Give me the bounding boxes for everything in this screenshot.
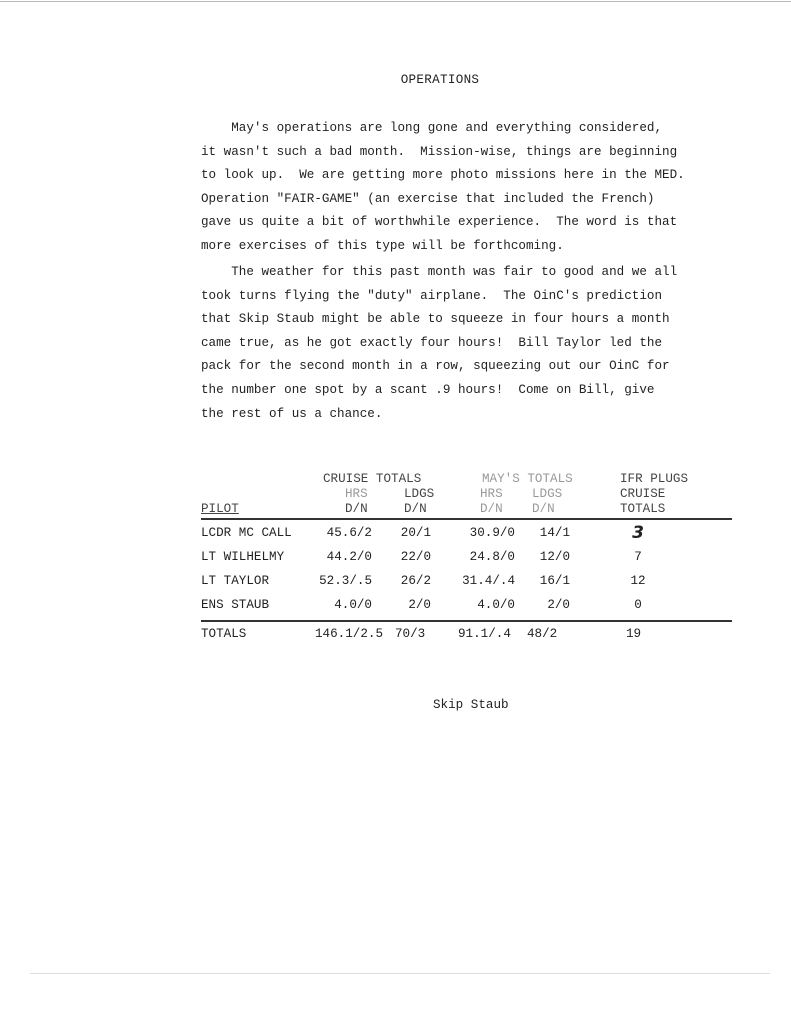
header-ifr-plugs: IFR PLUGS: [620, 472, 689, 486]
cruise-hrs: 52.3/.5: [319, 574, 372, 588]
cruise-ldgs: 26/2: [400, 574, 431, 588]
text-line: The weather for this past month was fair to good and we all: [201, 265, 678, 279]
header-dn: D/N: [345, 502, 368, 516]
text-line: the rest of us a chance.: [201, 406, 383, 421]
pilot-name: LT TAYLOR: [201, 574, 270, 588]
ifr-plugs: 12: [630, 574, 646, 588]
header-cruise-hrs: HRS: [345, 487, 368, 501]
may-ldgs: 12/0: [539, 550, 570, 564]
header-cruise: CRUISE: [620, 487, 666, 501]
header-may-ldgs: LDGS: [532, 487, 563, 501]
header-dn: D/N: [532, 502, 555, 516]
text-line: it wasn't such a bad month. Mission-wise, things are beginning: [201, 144, 678, 159]
pilot-name: ENS STAUB: [201, 598, 270, 612]
ifr-plugs: 7: [634, 550, 642, 564]
pilot-name: LT WILHELMY: [201, 550, 285, 564]
header-dn: D/N: [480, 502, 503, 516]
text-line: gave us quite a bit of worthwhile experience. The word is that: [201, 215, 678, 230]
text-line: took turns flying the "duty" airplane. The OinC's prediction: [201, 288, 663, 303]
page-title: OPERATIONS: [400, 73, 480, 87]
cruise-hrs: 44.2/0: [326, 550, 372, 564]
text-line: pack for the second month in a row, squeezing out our OinC for: [201, 359, 670, 374]
may-hrs: 30.9/0: [469, 526, 515, 540]
ifr-plugs: 0: [634, 598, 642, 612]
totals-label: TOTALS: [201, 627, 247, 641]
pilot-name: LCDR MC CALL: [201, 526, 292, 540]
ifr-plugs: 3: [632, 523, 644, 543]
text-line: more exercises of this type will be forthcoming.: [201, 238, 564, 253]
text-line: May's operations are long gone and everything considered,: [201, 121, 663, 135]
header-dn: D/N: [404, 502, 427, 516]
table-rule: [201, 620, 732, 622]
paragraph-operations: [201, 117, 741, 259]
totals-cruise-ldgs: 70/3: [395, 627, 426, 641]
header-cruise-totals: CRUISE TOTALS: [323, 472, 422, 486]
text-line: that Skip Staub might be able to squeeze in four hours a month: [201, 312, 670, 327]
page-edge: [0, 1, 791, 2]
text-line: Operation "FAIR-GAME" (an exercise that included the French): [201, 191, 655, 206]
may-hrs: 4.0/0: [477, 598, 515, 612]
may-ldgs: 2/0: [547, 598, 570, 612]
header-mays-totals: MAY'S TOTALS: [482, 472, 573, 486]
may-ldgs: 14/1: [539, 526, 570, 540]
cruise-ldgs: 20/1: [400, 526, 431, 540]
text-line: to look up. We are getting more photo missions here in the MED.: [201, 168, 685, 183]
cruise-ldgs: 2/0: [408, 598, 431, 612]
header-totals: TOTALS: [620, 502, 666, 516]
may-ldgs: 16/1: [539, 574, 570, 588]
header-cruise-ldgs: LDGS: [404, 487, 435, 501]
cruise-hrs: 45.6/2: [326, 526, 372, 540]
paragraph-weather: [201, 261, 741, 426]
header-pilot: PILOT: [201, 502, 239, 516]
totals-cruise-hrs: 146.1/2.5: [315, 627, 384, 641]
totals-may-ldgs: 48/2: [527, 627, 558, 641]
may-hrs: 24.8/0: [469, 550, 515, 564]
cruise-ldgs: 22/0: [400, 550, 431, 564]
totals-ifr: 19: [626, 627, 642, 641]
text-line: came true, as he got exactly four hours! Bill Taylor led the: [201, 335, 663, 350]
totals-may-hrs: 91.1/.4: [458, 627, 511, 641]
signature: Skip Staub: [433, 698, 509, 712]
cruise-hrs: 4.0/0: [334, 598, 372, 612]
text-line: the number one spot by a scant .9 hours! Come on Bill, give: [201, 382, 655, 397]
header-may-hrs: HRS: [480, 487, 503, 501]
may-hrs: 31.4/.4: [462, 574, 515, 588]
table-rule: [201, 518, 732, 520]
page-edge: [30, 973, 770, 974]
